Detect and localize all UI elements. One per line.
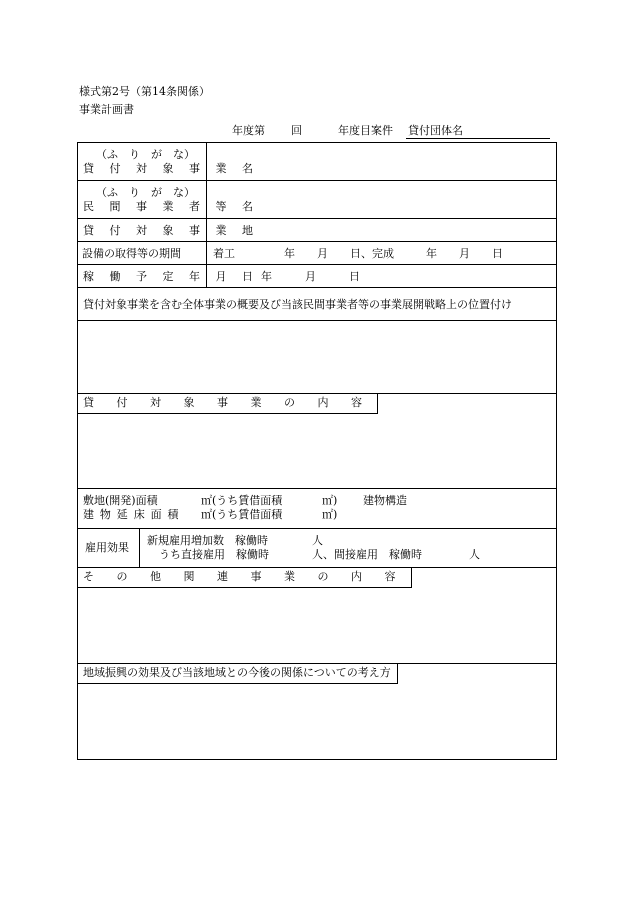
furigana-label: （ふ り が な） (96, 148, 195, 161)
regional-effect-field[interactable] (78, 688, 555, 758)
row-divider (77, 287, 557, 288)
operation-date-label: 稼 働 予 定 年 月 日 (83, 270, 259, 283)
floor-area-label: 建 物 延 床 面 積 (83, 508, 180, 521)
form-title: 事業計画書 (79, 103, 134, 116)
org-label: 貸付団体名 (408, 124, 463, 137)
building-structure-label: 建物構造 (363, 494, 407, 507)
fiscal-year-label: 年度第 (232, 124, 265, 137)
project-site-label: 貸 付 対 象 事 業 地 (83, 224, 259, 237)
year-case-label: 年度目案件 (338, 124, 393, 137)
site-area-label: 敷地(開発)面積 (83, 494, 158, 507)
employment-divider (139, 528, 140, 568)
new-employment-label: 新規雇用増加数 稼働時 (147, 534, 268, 547)
row-divider (77, 264, 557, 265)
regional-effect-label: 地域振興の効果及び当該地域との今後の関係についての考え方 (77, 664, 398, 684)
content-field[interactable] (78, 418, 555, 488)
overview-field[interactable] (78, 321, 555, 393)
period-ymd-start: 年 月 日、完成 (284, 247, 394, 260)
related-projects-field[interactable] (78, 592, 555, 663)
form-number: 様式第2号（第14条関係） (79, 85, 210, 98)
org-underline[interactable] (406, 138, 550, 139)
furigana-label: （ふ り が な） (96, 186, 195, 199)
direct-employment-label: うち直接雇用 稼働時 (159, 548, 269, 561)
row-divider (77, 488, 557, 489)
indirect-employment-label: 人、間接雇用 稼働時 (312, 548, 422, 561)
content-label: 貸 付 対 象 事 業 の 内 容 (77, 394, 378, 414)
period-label: 設備の取得等の期間 (82, 247, 181, 260)
persons-unit: 人 (312, 534, 323, 547)
site-area-unit: ㎡(うち賃借面積 (201, 494, 283, 507)
period-start-label: 着工 (213, 247, 235, 260)
row-divider (77, 528, 557, 529)
site-area-unit-close: ㎡) (322, 494, 338, 507)
project-name-label: 貸 付 対 象 事 業 名 (83, 162, 259, 175)
period-ymd-end: 年 月 日 (426, 247, 503, 260)
floor-area-unit-close: ㎡) (322, 508, 338, 521)
related-projects-label: そ の 他 関 連 事 業 の 内 容 (77, 568, 412, 588)
floor-area-unit: ㎡(うち賃借面積 (201, 508, 283, 521)
persons-unit: 人 (469, 548, 480, 561)
project-site-field[interactable] (207, 219, 555, 241)
employment-label: 雇用効果 (85, 541, 129, 554)
row-divider (77, 241, 557, 242)
operator-name-label: 民 間 事 業 者 等 名 (83, 200, 259, 213)
round-label: 回 (291, 124, 302, 137)
overview-label: 貸付対象事業を含む全体事業の概要及び当該民間事業者等の事業展開戦略上の位置付け (83, 298, 512, 311)
project-name-field[interactable] (207, 143, 555, 180)
operator-name-field[interactable] (207, 181, 555, 218)
operation-ymd: 年 月 日 (261, 270, 360, 283)
